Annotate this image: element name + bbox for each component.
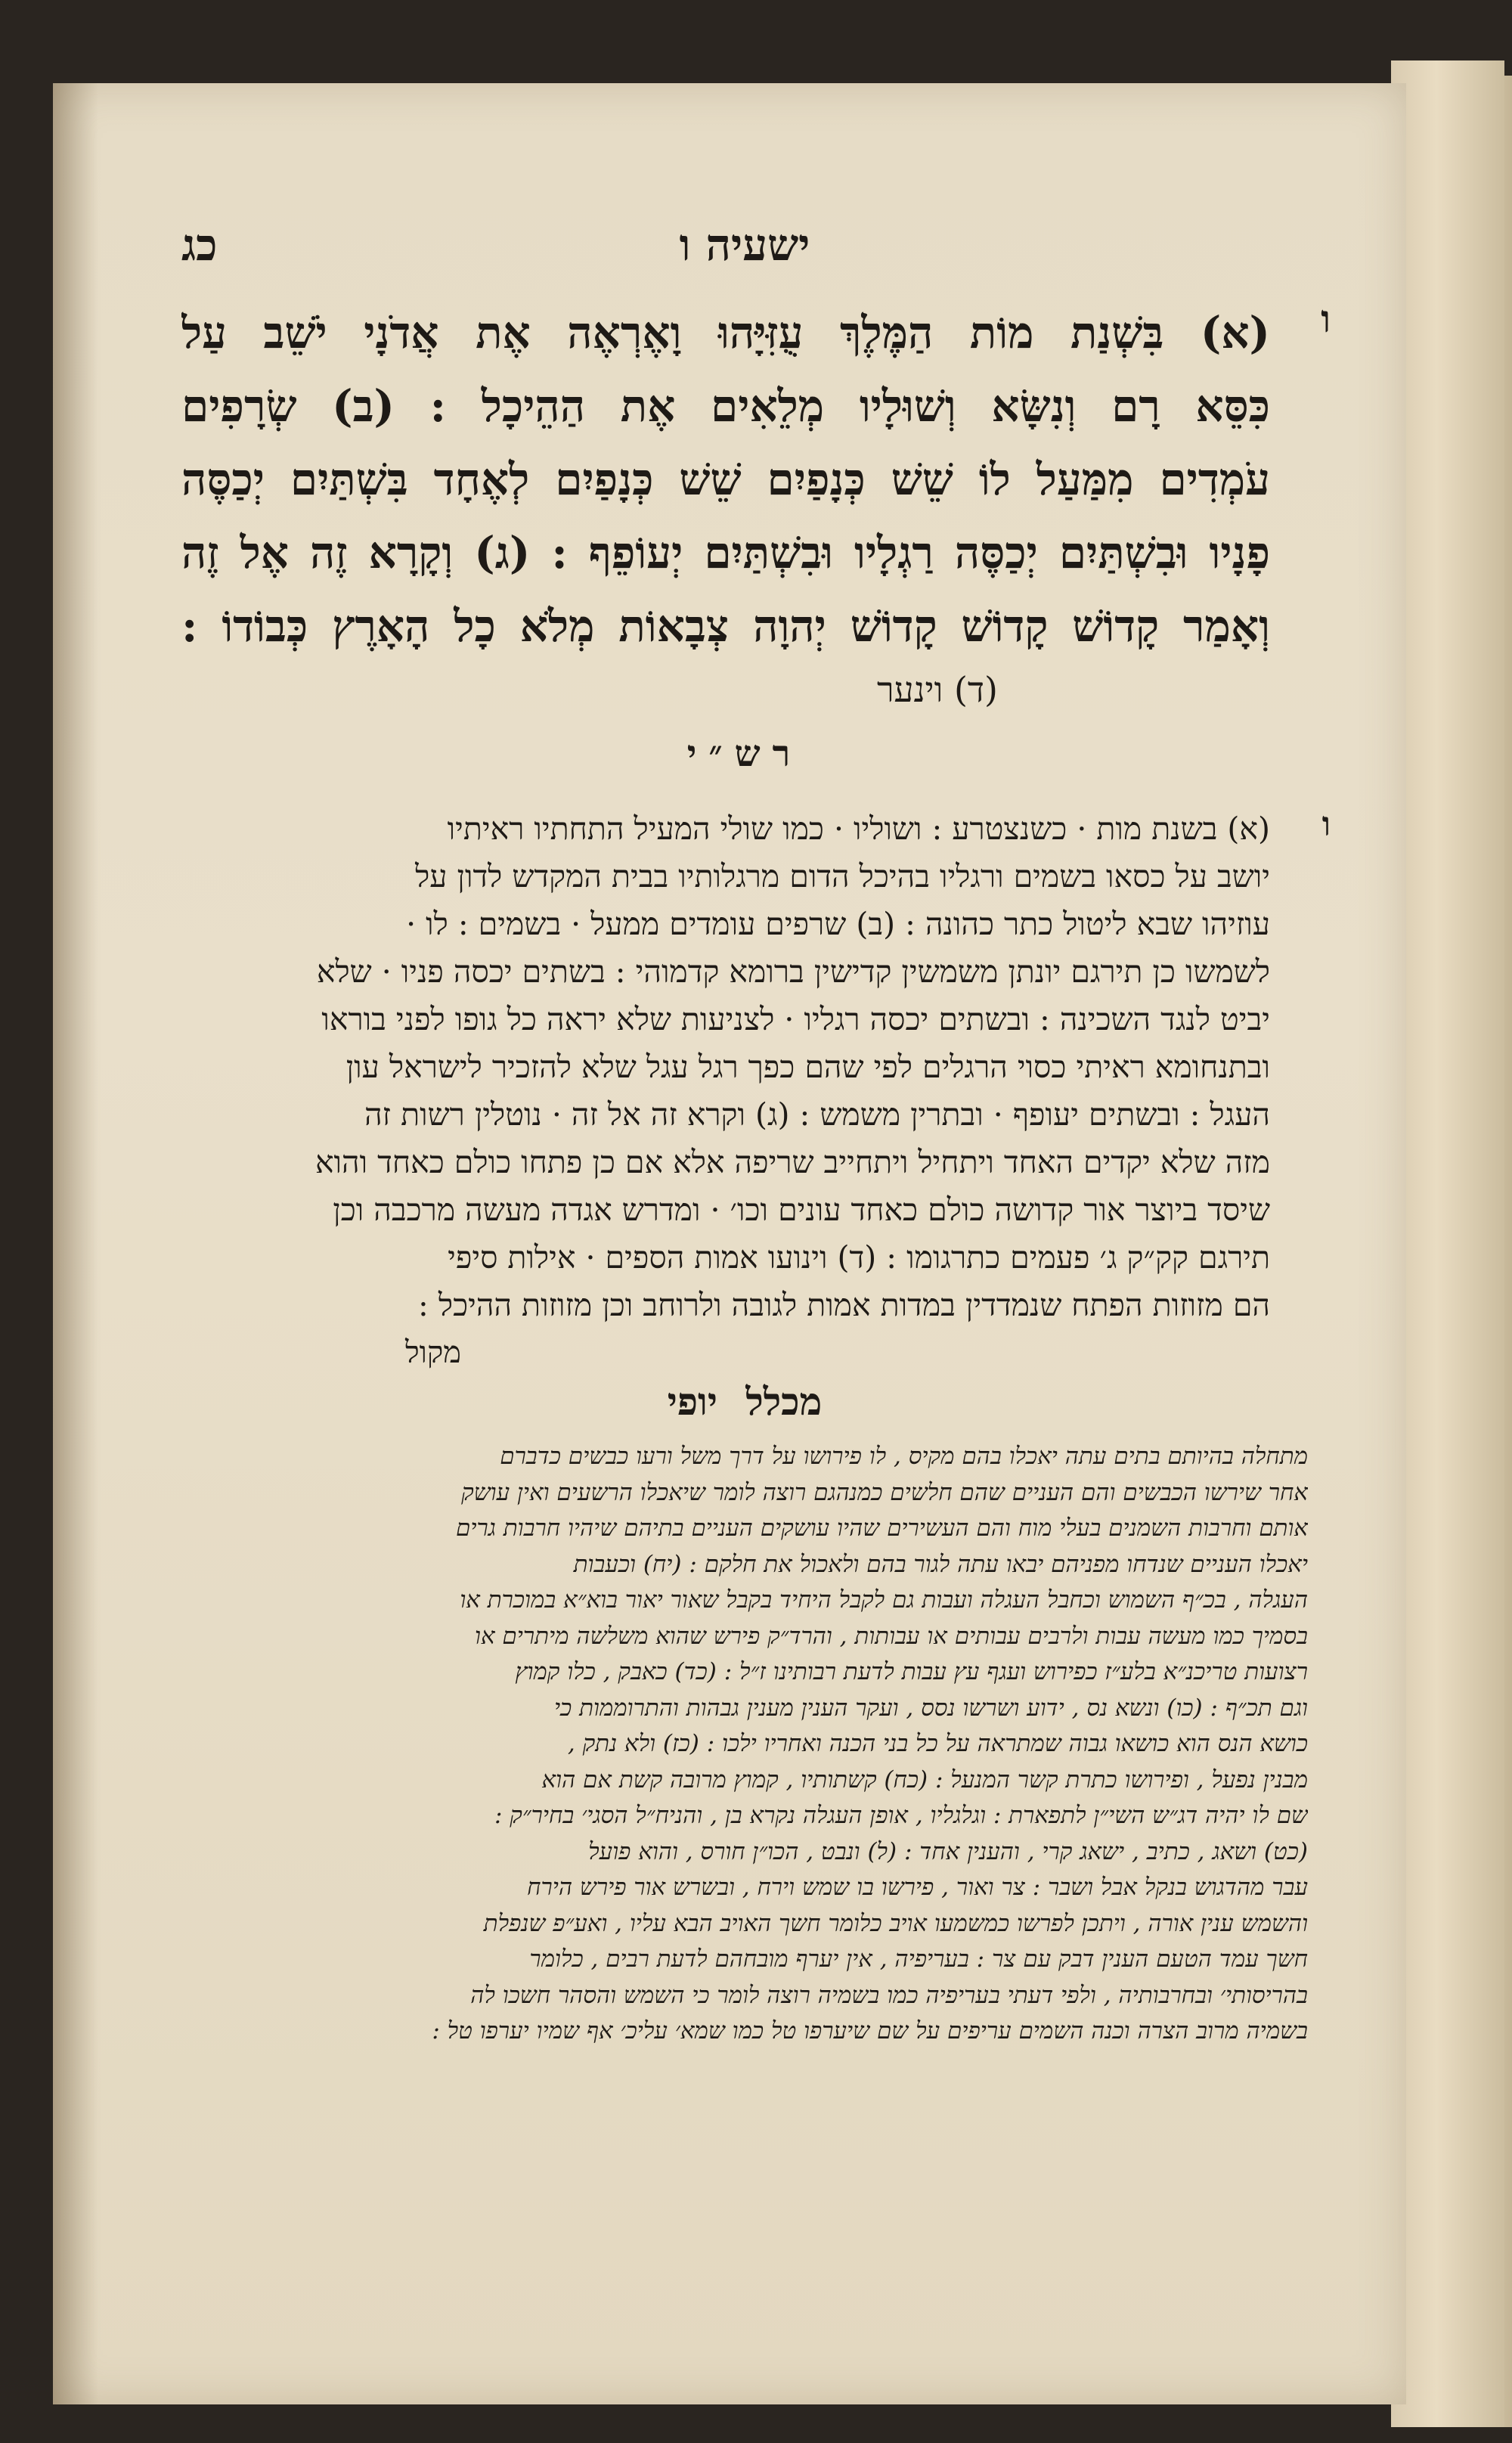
rashi-line: העגל : ובשתים יעופף · ובתרין משמש : (ג) וקרא זה אל זה · נוטלין רשות זה [364, 1096, 1270, 1133]
rashi-line: הם מזוזות הפתח שנמדדין במדות אמות לגובה ולרוחב וכן מזוזות ההיכל : [418, 1287, 1270, 1323]
michlal-line: (כט) ושאג , כתיב , ישאג קרי , והענין אחד : (ל) ונבט , הכו״ן חורס , והוא פועל [588, 1837, 1308, 1865]
page-number: כג [181, 219, 218, 271]
michlal-line: כושא הנס הוא כושאו גבוה שמתראה על כל בני הכנה ואחריו ילכו : (כז) ולא נתק , [567, 1730, 1308, 1757]
verse-line: פָנָיו וּבִשְׁתַּיִם יְכַסֶּה רַגְלָיו וּבִשְׁתַּיִם יְעוֹפֵף : (ג) וְקָרָא זֶה אֶל זֶה [181, 527, 1270, 578]
michlal-line: וגם תכ״ף : (כו) ונשא נס , ידוע ושרשו נסס , ועקר הענין מענין גבהות והתרוממות כי [553, 1694, 1308, 1722]
rashi-line: עוזיהו שבא ליטול כתר כהונה : (ב) שרפים עומדים ממעל · בשמים : לו · [406, 906, 1270, 942]
michlal-line: יאכלו העניים שנדחו מפניהם יבאו עתה לגור בהם ולאכול את חלקם : (יח) וכעבות [573, 1550, 1308, 1578]
michlal-line: בהריסותי׳ ובחרבותיה , ולפי דעתי בעריפיה כמו בשמיה רוצה לומר כי השמש והסהר חשכו לה [470, 1981, 1308, 2009]
michlal-line: מבנין נפעל , ופירושו כתרת קשר המנעל : (כח) קשתותיו , קמוץ מרובה קשת אם הוא [541, 1766, 1308, 1793]
rashi-chapter-marker: ו [1321, 805, 1331, 844]
michlal-line: בשמיה מרוב הצרה וכנה השמים עריפים על שם שיערפו טל כמו שמא׳ עליכ׳ אף שמיו יערפו טל : [432, 2017, 1308, 2045]
gutter-shadow [53, 83, 98, 2404]
rashi-catchword: מקול [404, 1335, 461, 1370]
michlal-line: עבר מהדגוש בנקל אבל ושבר : צר ואור , פירשו בו שמש וירח , ובשרש אור פירש הירח [527, 1874, 1308, 1901]
verse-catchword: (ד) וינער [876, 669, 998, 710]
michlal-line: חשך עמד הטעם הענין דבק עם צר : בעריפיה , אין יערף מובחהם לדעת רבים , כלומר [529, 1945, 1308, 1973]
page-header [181, 219, 1308, 287]
rashi-line: יושב על כסאו בשמים ורגליו בהיכל הדום מרגלותיו בבית המקדש לדון על [415, 858, 1270, 894]
verse-text-block [181, 296, 1331, 716]
michlal-line: אותם וחרבות השמנים בעלי מוח והם העשירים שהיו עושקים העניים בתיהם שיהיו חרבות גרים [455, 1514, 1308, 1542]
verse-line: (א) בִּשְׁנַת מוֹת הַמֶּלֶךְ עֻזִּיָּהוּ וָאֶרְאֶה אֶת אֲדֹנָי יֹשֵׁב עַל [181, 307, 1270, 358]
michlal-line: מתחלה בהיותם בתים עתה יאכלו בהם מקיס , לו פירושו על דרך משל ורעו כבשים כדברם [500, 1443, 1308, 1470]
page-content [181, 219, 1331, 2050]
chapter-marker: ו [1321, 296, 1331, 341]
rashi-line: תירגם קק״ק ג׳ פעמים כתרגומו : (ד) וינועו אמות הספים · אילות סיפי [448, 1239, 1270, 1276]
verse-line: עֹמְדִים מִמַּעַל לוֹ שֵׁשׁ כְּנָפַיִם שֵׁשׁ כְּנָפַיִם לְאֶחָד בִּשְׁתַּיִם יְכַסֶּה [181, 454, 1270, 505]
michlal-line: בסמיך כמו מעשה עבות ולרבים עבותים או עבותות , והרד״ק פירש שהוא משלשה מיתרים או [475, 1622, 1308, 1650]
michlal-line: אחר שירשו הכבשים והם העניים שהם חלשים כמנהגם רוצה לומר שיאכלו הרשעים ואין עושק [461, 1478, 1308, 1506]
rashi-line: מזה שלא יקדים האחד ויתחיל ויתחייב שריפה אלא אם כן פתחו כולם כאחד והוא [314, 1144, 1270, 1180]
rashi-line: (א) בשנת מות · כשנצטרע : ושוליו · כמו שולי המעיל התחתיו ראיתיו [447, 811, 1270, 847]
rashi-lines [181, 805, 1308, 1329]
rashi-line: לשמשו כן תירגם יונתן משמשין קדישין ברומא קדמוהי : בשתים יכסה פניו · שלא [316, 953, 1270, 990]
rashi-commentary [181, 805, 1331, 1376]
michlal-line: העגלה , בכ״ף השמוש וכחבל העגלה ועבות גם לקבל היחיד בקבל שאור יאור בוא״א במוכרת או [460, 1586, 1308, 1614]
michlal-line: והשמש ענין אורה , ויתכן לפרשו כמשמעו אויב כלומר חשך האויב הבא עליו , ואע״פ שנפלת [483, 1909, 1308, 1937]
verse-line: כִּסֵּא רָם וְנִשָּׂא וְשׁוּלָיו מְלֵאִים אֶת הַהֵיכָל : (ב) שְׂרָפִים [181, 380, 1270, 432]
verse-line: וְאָמַר קָדוֹשׁ קָדוֹשׁ קָדוֹשׁ יְהוָה צְבָאוֹת מְלֹא כָל הָאָרֶץ כְּבוֹדוֹ : [181, 600, 1270, 652]
book-page-edges [1391, 60, 1504, 2427]
running-head: ישעיה ו [679, 219, 810, 271]
rashi-title: רש״י [686, 733, 803, 775]
rashi-line: יביט לנגד השכינה : ובשתים יכסה רגליו · לצניעות שלא יראה כל גופו לפני בוראו [321, 1001, 1270, 1037]
michlal-yofi-title: מכלל יופי [667, 1379, 823, 1424]
rashi-line: שיסד ביוצר אור קדושה כולם כאחד עונים וכו׳ · ומדרש אגדה מעשה מרכבה וכן [333, 1192, 1270, 1228]
michlal-line: רצועות טריכנ״א בלע״ז כפירוש ועגף עץ עבות לדעת רבותינו ז״ל : (כד) כאבק , כלו קמוץ [515, 1658, 1308, 1685]
michlal-yofi-commentary [181, 1439, 1308, 2050]
verse-lines [181, 296, 1308, 663]
michlal-line: שם לו יהיה דג״ש השי״ן לתפארת : וגלגליו , אופן העגלה נקרא בן , והניח״ל הסגי׳ בחיר״ק : [494, 1802, 1308, 1829]
rashi-line: ובתנחומא ראיתי כסוי הרגלים לפי שהם כפך רגל עגל שלא להזכיר לישראל עון [345, 1049, 1270, 1085]
